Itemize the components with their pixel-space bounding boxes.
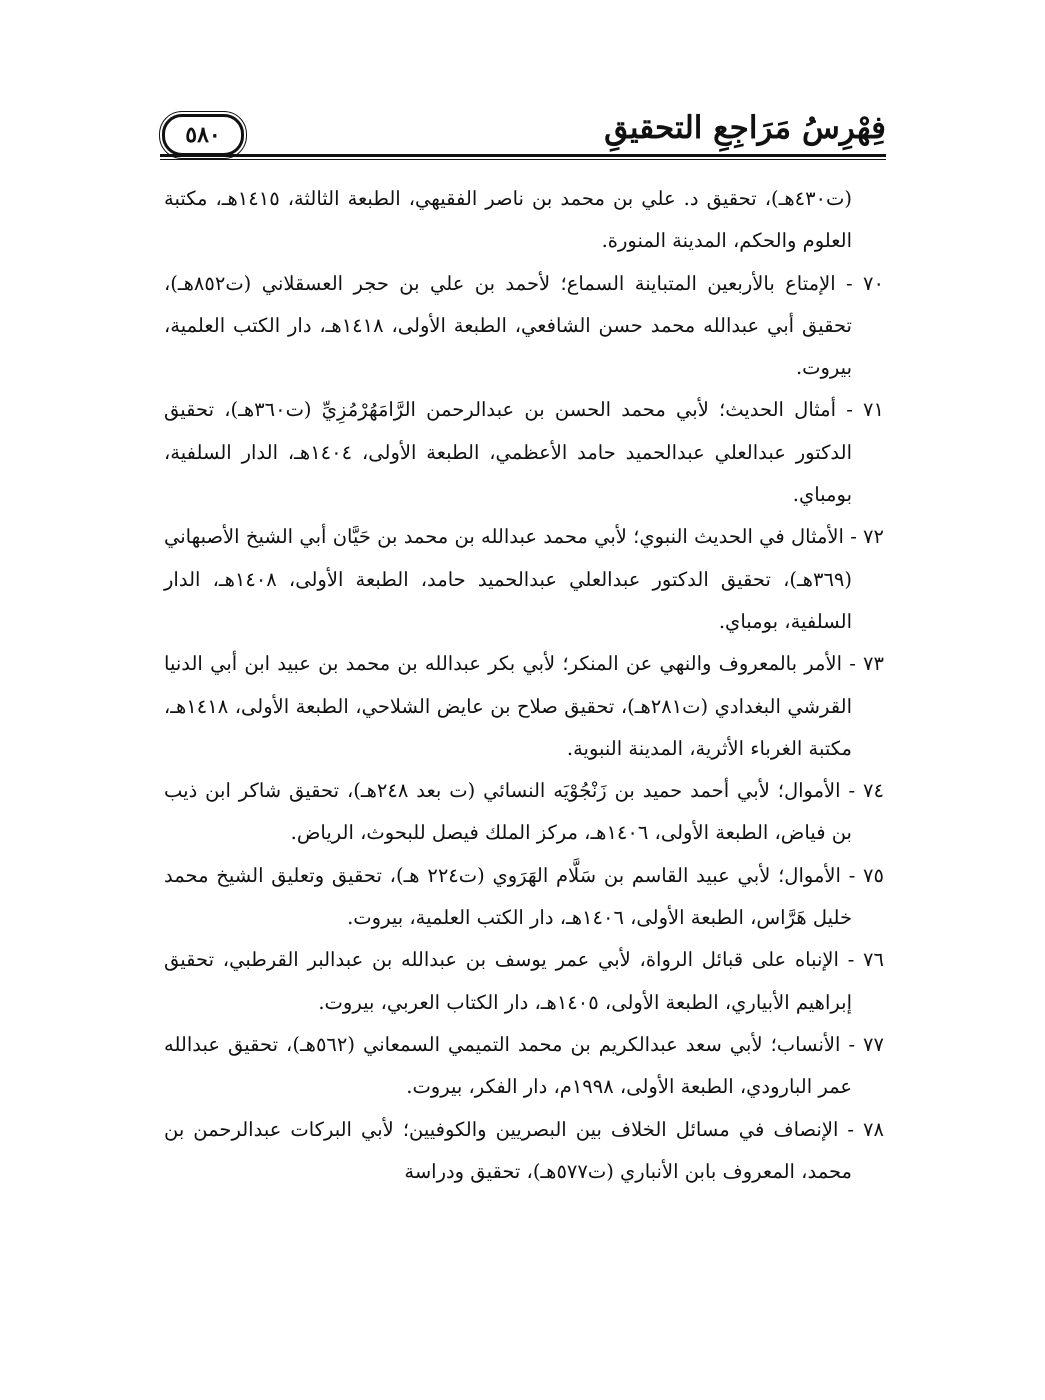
references-list xyxy=(164,178,884,1193)
header-divider xyxy=(160,154,886,160)
reference-entry-continued: (ت٤٣٠هـ)، تحقيق د. علي بن محمد بن ناصر الفقيهي، الطبعة الثالثة، ١٤١٥هـ، مكتبة العلوم والحكم، المدينة المنورة. xyxy=(164,187,852,253)
reference-entry-72: ٧٢ - الأمثال في الحديث النبوي؛ لأبي محمد عبدالله بن محمد بن حَيَّان أبي الشيخ الأصبهاني (٣٦٩هـ)، تحقيق الدكتور عبدالعلي عبدالحميد حامد، الطبعة الأولى، ١٤٠٨هـ، الدار السلفية، بومباي. xyxy=(164,525,884,633)
page-header xyxy=(160,108,886,160)
reference-entry-70: ٧٠ - الإمتاع بالأربعين المتباينة السماع؛ لأحمد بن علي بن حجر العسقلاني (ت٨٥٢هـ)، تحقيق أبي عبدالله محمد حسن الشافعي، الطبعة الأولى، ١٤١٨هـ، دار الكتب العلمية، بيروت. xyxy=(164,271,884,380)
reference-entry-78: ٧٨ - الإنصاف في مسائل الخلاف بين البصريين والكوفيين؛ لأبي البركات عبدالرحمن بن محمد، المعروف بابن الأنباري (ت٥٧٧هـ)، تحقيق ودراسة xyxy=(164,1117,884,1183)
reference-entry-74: ٧٤ - الأموال؛ لأبي أحمد حميد بن زَنْجُوْيَه النسائي (ت بعد ٢٤٨هـ)، تحقيق شاكر ابن ذيب بن فياض، الطبعة الأولى، ١٤٠٦هـ، مركز الملك فيصل للبحوث، الرياض. xyxy=(164,779,884,845)
page-title: فِهْرِسُ مَرَاجِعِ التحقيقِ xyxy=(604,110,886,146)
page-number-badge: ٥٨٠ xyxy=(162,114,244,156)
reference-entry-73: ٧٣ - الأمر بالمعروف والنهي عن المنكر؛ لأبي بكر عبدالله بن محمد بن عبيد ابن أبي الدنيا القرشي البغدادي (ت٢٨١هـ)، تحقيق صلاح بن عايض الشلاحي، الطبعة الأولى، ١٤١٨هـ، مكتبة الغرباء الأثرية، المدينة النبوية. xyxy=(164,652,884,760)
reference-entry-75: ٧٥ - الأموال؛ لأبي عبيد القاسم بن سَلَّام الهَرَوي (ت٢٢٤ هـ)، تحقيق وتعليق الشيخ محمد خليل هَرَّاس، الطبعة الأولى، ١٤٠٦هـ، دار الكتب العلمية، بيروت. xyxy=(164,863,884,930)
reference-entry-71: ٧١ - أمثال الحديث؛ لأبي محمد الحسن بن عبدالرحمن الرَّامَهُرْمُزِيِّ (ت٣٦٠هـ)، تحقيق الدكتور عبدالعلي عبدالحميد حامد الأعظمي، الطبعة الأولى، ١٤٠٤هـ، الدار السلفية، بومباي. xyxy=(164,398,884,507)
reference-entry-77: ٧٧ - الأنساب؛ لأبي سعد عبدالكريم بن محمد التميمي السمعاني (٥٦٢هـ)، تحقيق عبدالله عمر البارودي، الطبعة الأولى، ١٩٩٨م، دار الفكر، بيروت. xyxy=(164,1032,884,1099)
reference-entry-76: ٧٦ - الإنباه على قبائل الرواة، لأبي عمر يوسف بن عبدالله بن عبدالبر القرطبي، تحقيق إبراهيم الأبياري، الطبعة الأولى، ١٤٠٥هـ، دار الكتاب العربي، بيروت. xyxy=(164,948,884,1014)
